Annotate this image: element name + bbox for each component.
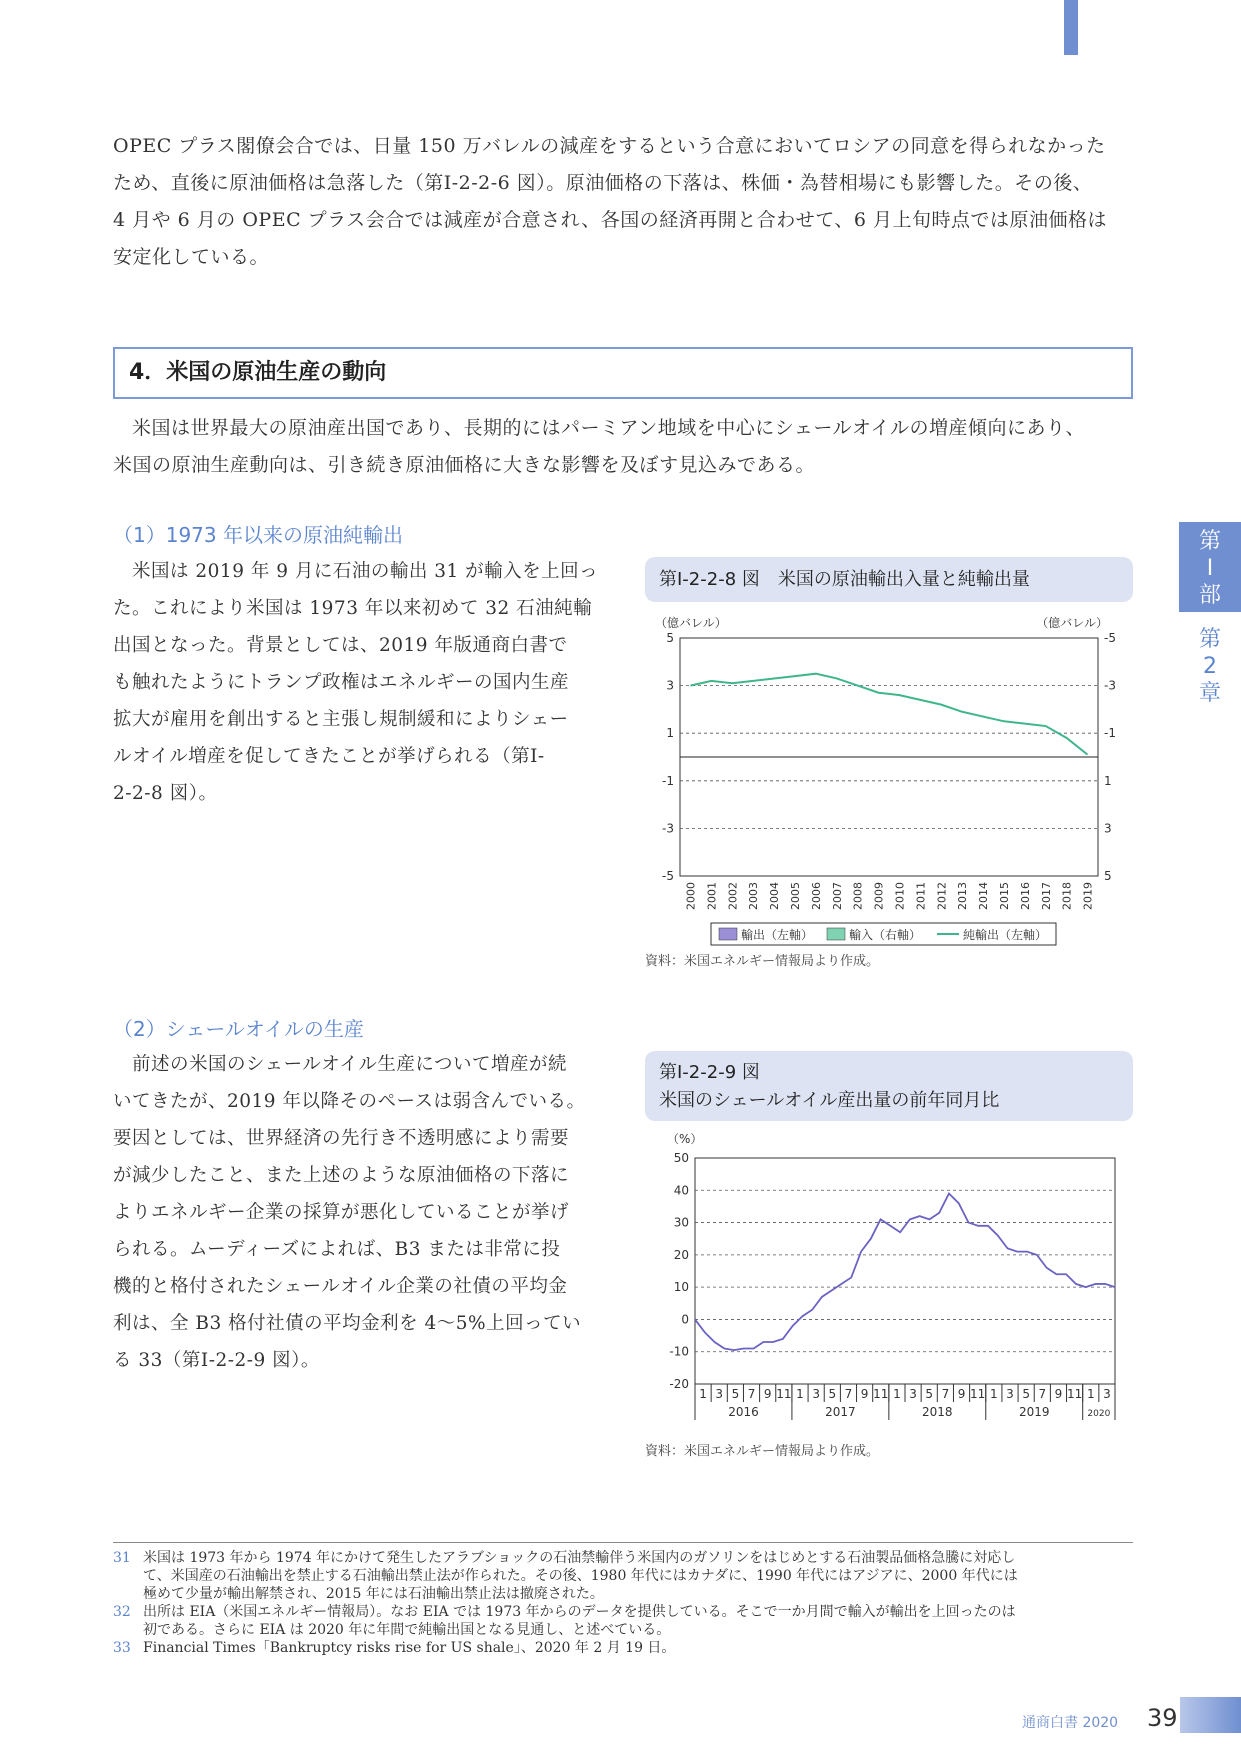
year-label: 2016 xyxy=(728,1405,759,1419)
month-tick-label: 11 xyxy=(873,1387,889,1401)
x-tick-label: 2009 xyxy=(872,882,886,910)
legend-label: 輸出（左軸） xyxy=(741,928,814,942)
left-tick-label: -3 xyxy=(662,821,674,836)
footer-title: 通商白書 2020 xyxy=(1022,1715,1119,1731)
month-tick-label: 3 xyxy=(1006,1387,1014,1401)
intro-line: ため、直後に原油価格は急落した（第Ⅰ-2-2-6 図）。原油価格の下落は、株価・為替相場にも影響した。その後、 xyxy=(113,172,1093,194)
x-tick-label: 2005 xyxy=(788,882,802,910)
month-tick-label: 1 xyxy=(893,1387,901,1401)
footnote-text: 初である。さらに EIA は 2020 年に年間で純輸出国となる見通し、と述べている。 xyxy=(143,1622,671,1638)
month-tick-label: 7 xyxy=(1038,1387,1047,1401)
body-line: 機的と格付されたシェールオイル企業の社債の平均金 xyxy=(113,1276,568,1297)
x-tick-label: 2016 xyxy=(1018,882,1032,910)
body-line: も触れたようにトランプ政権はエネルギーの国内生産 xyxy=(113,672,570,693)
x-tick-label: 2013 xyxy=(956,882,970,910)
subsection-heading-2: （2）シェールオイルの生産 xyxy=(113,1017,364,1041)
footnote-number: 32 xyxy=(113,1604,131,1620)
footnote-number: 33 xyxy=(113,1640,131,1656)
month-tick-label: 1 xyxy=(796,1387,804,1401)
month-tick-label: 9 xyxy=(1054,1387,1063,1401)
month-tick-label: 9 xyxy=(957,1387,966,1401)
subsection-heading-1: （1）1973 年以来の原油純輸出 xyxy=(113,523,403,547)
month-tick-label: 3 xyxy=(812,1387,820,1401)
body-line: 拡大が雇用を創出すると主張し規制緩和によりシェー xyxy=(113,709,569,730)
footnote-line xyxy=(113,1603,1133,1621)
footnote-text: て、米国産の石油輸出を禁止する石油輸出禁止法が作られた。その後、1980 年代にはカナダに、1990 年代にはアジアに、2000 年代には xyxy=(143,1568,1018,1584)
footnote-text: Financial Times「Bankruptcy risks rise for US shale」、2020 年 2 月 19 日。 xyxy=(143,1640,676,1656)
intro-line: OPEC プラス閣僚会合では、日量 150 万バレルの減産をするという合意においてロシアの同意を得られなかった xyxy=(113,135,1106,157)
body-line: 米国は 2019 年 9 月に石油の輸出 31 が輸入を上回っ xyxy=(132,561,599,582)
figure-9-source: 資料：米国エネルギー情報局より作成。 xyxy=(645,1444,880,1459)
month-tick-label: 1 xyxy=(699,1387,707,1401)
footnote-line xyxy=(113,1639,1133,1657)
x-tick-label: 2011 xyxy=(914,882,928,910)
right-tick-label: 1 xyxy=(1104,773,1112,788)
section-body xyxy=(113,410,1133,484)
x-tick-label: 2014 xyxy=(977,882,991,910)
x-tick-label: 2015 xyxy=(997,882,1011,910)
section-heading: 4．米国の原油生産の動向 xyxy=(113,347,1133,399)
right-tick-label: 3 xyxy=(1104,821,1112,836)
figure-9-chart xyxy=(645,1128,1135,1438)
body-line: いてきたが、2019 年以降そのペースは弱含んでいる。 xyxy=(113,1091,586,1112)
year-label: 2018 xyxy=(922,1405,953,1419)
intro-line: 安定化している。 xyxy=(113,246,270,268)
x-tick-label: 2008 xyxy=(851,882,865,910)
month-tick-label: 11 xyxy=(1066,1387,1083,1401)
legend-swatch-import xyxy=(827,928,845,940)
right-axis-label: （億バレル） xyxy=(1036,616,1108,630)
x-tick-label: 2017 xyxy=(1039,882,1053,910)
x-tick-label: 2012 xyxy=(935,882,949,910)
left-tick-label: 1 xyxy=(666,726,674,741)
net-export-line xyxy=(690,674,1087,755)
month-tick-label: 9 xyxy=(860,1387,869,1401)
month-tick-label: 11 xyxy=(970,1387,986,1401)
right-tick-label: -3 xyxy=(1104,678,1116,693)
y-tick-label: 0 xyxy=(681,1312,689,1327)
body-line: ルオイル増産を促してきたことが挙げられる（第Ⅰ- xyxy=(113,746,545,767)
y-axis-label: （%） xyxy=(667,1132,703,1146)
month-tick-label: 1 xyxy=(1086,1387,1095,1401)
month-tick-label: 3 xyxy=(909,1387,917,1401)
left-tick-label: 3 xyxy=(666,678,674,693)
month-tick-label: 5 xyxy=(1022,1387,1030,1401)
x-tick-label: 2004 xyxy=(768,882,782,910)
subsection-2-body xyxy=(113,1046,613,1379)
left-tick-label: 5 xyxy=(666,631,674,645)
chapter-tab[interactable] xyxy=(1179,626,1241,707)
section-body-line: 米国は世界最大の原油産出国であり、長期的にはパーミアン地域を中心にシェールオイルの増産傾向にあり、 xyxy=(132,417,1086,439)
y-tick-label: -20 xyxy=(669,1377,689,1391)
footnote-text: 出所は EIA（米国エネルギー情報局）。なお EIA では 1973 年からのデータを提供している。そこで一か月間で輸入が輸出を上回ったのは xyxy=(143,1604,1016,1620)
footnote-line xyxy=(113,1621,1133,1639)
body-line: 要因としては、世界経済の先行き不透明感により需要 xyxy=(113,1128,570,1149)
month-tick-label: 5 xyxy=(731,1387,740,1401)
month-tick-label: 5 xyxy=(828,1387,837,1401)
chapter-tab-char: 2 xyxy=(1203,654,1217,679)
legend-swatch-export xyxy=(719,928,737,940)
x-tick-label: 2010 xyxy=(893,882,907,910)
month-tick-label: 5 xyxy=(925,1387,934,1401)
x-tick-label: 2019 xyxy=(1081,882,1095,910)
body-line: 2-2-8 図）。 xyxy=(113,783,218,804)
left-tick-label: -5 xyxy=(662,869,674,883)
year-label: 2019 xyxy=(1018,1405,1050,1419)
year-label: 2020 xyxy=(1087,1409,1111,1419)
body-line: 出国となった。背景としては、2019 年版通商白書で xyxy=(113,635,568,656)
left-axis-label: （億バレル） xyxy=(655,616,727,630)
body-line: た。これにより米国は 1973 年以来初めて 32 石油純輸 xyxy=(113,598,593,619)
part-tab-char: 第 xyxy=(1198,529,1221,554)
left-tick-label: -1 xyxy=(662,773,674,788)
footer-accent-bar xyxy=(1180,1697,1241,1733)
y-tick-label: 10 xyxy=(673,1280,689,1295)
figure-9-title xyxy=(645,1051,1133,1121)
intro-line: 4 月や 6 月の OPEC プラス会合では減産が合意され、各国の経済再開と合わせて、6 月上旬時点では原油価格は xyxy=(113,209,1107,231)
body-line: られる。ムーディーズによれば、B3 または非常に投 xyxy=(113,1239,561,1260)
footnote-text: 極めて少量が輸出解禁され、2015 年には石油輸出禁止法は撤廃された。 xyxy=(143,1586,604,1602)
x-tick-label: 2007 xyxy=(830,882,844,910)
month-tick-label: 11 xyxy=(776,1387,792,1401)
footnote-rule xyxy=(113,1542,1133,1543)
year-label: 2017 xyxy=(825,1405,856,1419)
intro-paragraph xyxy=(113,128,1133,276)
right-tick-label: -1 xyxy=(1104,726,1116,741)
x-tick-label: 2018 xyxy=(1060,882,1074,910)
figure-9-title-line: 第Ⅰ-2-2-9 図 xyxy=(659,1062,760,1083)
part-tab-char: 部 xyxy=(1198,583,1221,608)
x-tick-label: 2000 xyxy=(684,882,698,910)
footnote-line xyxy=(113,1585,1133,1603)
body-line: 前述の米国のシェールオイル生産について増産が続 xyxy=(132,1054,567,1075)
body-line: よりエネルギー企業の採算が悪化していることが挙げ xyxy=(113,1202,570,1223)
page-number: 39 xyxy=(1147,1704,1178,1732)
legend-label: 輸入（右軸） xyxy=(849,928,922,942)
footnote-line xyxy=(113,1567,1133,1585)
x-tick-label: 2003 xyxy=(747,882,761,910)
x-tick-label: 2001 xyxy=(705,882,719,910)
figure-8-title: 第Ⅰ-2-2-8 図 米国の原油輸出入量と純輸出量 xyxy=(645,557,1133,602)
footnote-line xyxy=(113,1549,1133,1567)
figure-8-source: 資料：米国エネルギー情報局より作成。 xyxy=(645,954,880,969)
footnote-text: 米国は 1973 年から 1974 年にかけて発生したアラブショックの石油禁輸伴う米国内のガソリンをはじめとする石油製品価格急騰に対応し xyxy=(143,1550,1016,1566)
figure-8-chart xyxy=(645,608,1135,948)
body-line: が減少したこと、また上述のような原油価格の下落に xyxy=(113,1165,570,1186)
chapter-tab-char: 第 xyxy=(1198,627,1221,652)
y-tick-label: 50 xyxy=(673,1151,689,1165)
part-tab-char: Ⅰ xyxy=(1206,556,1214,581)
right-tick-label: -5 xyxy=(1104,631,1116,645)
figure-9-title-line: 米国のシェールオイル産出量の前年同月比 xyxy=(659,1090,1000,1111)
footnotes xyxy=(113,1549,1133,1657)
month-tick-label: 7 xyxy=(941,1387,950,1401)
y-tick-label: 40 xyxy=(673,1183,689,1198)
month-tick-label: 7 xyxy=(844,1387,853,1401)
top-accent-bar xyxy=(1064,0,1078,55)
body-line: 利は、全 B3 格付社債の平均金利を 4～5%上回ってい xyxy=(113,1313,582,1334)
y-tick-label: -10 xyxy=(669,1344,689,1359)
subsection-1-body xyxy=(113,553,613,812)
part-tab[interactable] xyxy=(1179,522,1241,612)
yoy-line xyxy=(695,1194,1115,1351)
right-tick-label: 5 xyxy=(1104,869,1112,883)
y-tick-label: 30 xyxy=(673,1215,689,1230)
x-tick-label: 2002 xyxy=(726,882,740,910)
month-tick-label: 7 xyxy=(747,1387,756,1401)
section-body-line: 米国の原油生産動向は、引き続き原油価格に大きな影響を及ぼす見込みである。 xyxy=(113,454,816,476)
month-tick-label: 3 xyxy=(715,1387,724,1401)
x-tick-label: 2006 xyxy=(809,882,823,910)
month-tick-label: 9 xyxy=(763,1387,772,1401)
month-tick-label: 1 xyxy=(990,1387,998,1401)
footnote-number: 31 xyxy=(113,1550,131,1566)
month-tick-label: 3 xyxy=(1103,1387,1111,1401)
y-tick-label: 20 xyxy=(673,1247,689,1262)
chapter-tab-char: 章 xyxy=(1198,681,1221,706)
legend-label: 純輸出（左軸） xyxy=(963,928,1048,942)
body-line: る 33（第Ⅰ-2-2-9 図）。 xyxy=(113,1350,320,1371)
